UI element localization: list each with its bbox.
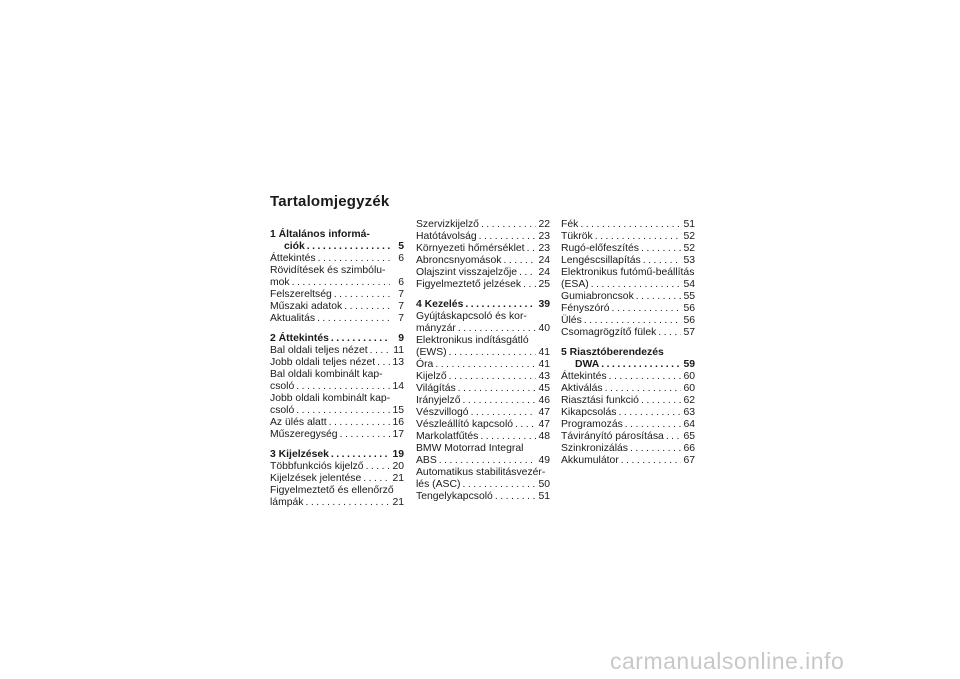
toc-entry-title: mok <box>270 277 290 288</box>
toc-page-number: 25 <box>538 279 550 290</box>
toc-entry[interactable] <box>561 291 695 303</box>
toc-page-number: 11 <box>393 345 404 356</box>
toc-entry[interactable] <box>270 345 404 357</box>
toc-entry-title: Lengéscsillapítás <box>561 255 641 266</box>
toc-entry-title: Fényszóró <box>561 303 610 314</box>
leader-dots <box>292 277 390 289</box>
toc-entry-title-line: Jobb oldali kombinált kap- <box>270 393 391 404</box>
toc-entry-title: Kijelzések jelentése <box>270 473 362 484</box>
toc-page-number: 50 <box>538 479 550 490</box>
toc-entry[interactable] <box>416 255 550 267</box>
toc-entry[interactable] <box>561 395 695 407</box>
toc-page-number: 57 <box>683 327 695 338</box>
toc-page-number: 56 <box>683 315 695 326</box>
toc-entry[interactable] <box>270 393 404 417</box>
toc-entry-title: Világítás <box>416 383 456 394</box>
toc-page-number: 7 <box>398 301 404 312</box>
toc-entry-title: Szervizkijelző <box>416 219 479 230</box>
toc-entry[interactable] <box>561 431 695 443</box>
toc-entry-title: Az ülés alatt <box>270 417 327 428</box>
leader-dots <box>296 381 390 393</box>
toc-entry[interactable] <box>561 231 695 243</box>
toc-entry-title: (ESA) <box>561 279 589 290</box>
leader-dots <box>366 461 390 473</box>
toc-entry[interactable] <box>416 243 550 255</box>
toc-page-number: 39 <box>538 299 550 310</box>
leader-dots <box>612 303 681 315</box>
leader-dots <box>439 455 536 467</box>
toc-entry[interactable] <box>416 311 550 335</box>
toc-page-number: 16 <box>392 417 404 428</box>
toc-entry[interactable] <box>561 443 695 455</box>
toc-entry[interactable] <box>561 327 695 339</box>
toc-entry-title: Vészvillogó <box>416 407 469 418</box>
leader-dots <box>641 243 681 255</box>
leader-dots <box>527 243 536 255</box>
leader-dots <box>465 299 536 311</box>
toc-page-number: 17 <box>392 429 404 440</box>
leader-dots <box>370 345 390 357</box>
toc-page-number: 55 <box>683 291 695 302</box>
toc-entry-title: Markolatfűtés <box>416 431 479 442</box>
toc-column-2 <box>416 219 550 503</box>
toc-entry[interactable] <box>416 371 550 383</box>
toc-section-title: 4 Kezelés <box>416 299 464 310</box>
leader-dots <box>519 267 536 279</box>
leader-dots <box>458 323 536 335</box>
leader-dots <box>584 315 681 327</box>
toc-entry[interactable] <box>416 443 550 467</box>
leader-dots <box>296 405 390 417</box>
toc-page-number: 6 <box>398 277 404 288</box>
leader-dots <box>462 395 536 407</box>
toc-entry[interactable] <box>270 417 404 429</box>
toc-entry-title: Szinkronizálás <box>561 443 628 454</box>
watermark: carmanualsonline.info <box>610 648 845 674</box>
toc-page-number: 23 <box>538 231 550 242</box>
leader-dots <box>363 473 390 485</box>
toc-entry-title: Programozás <box>561 419 623 430</box>
leader-dots <box>643 255 681 267</box>
leader-dots <box>591 279 681 291</box>
toc-entry-title: Kikapcsolás <box>561 407 617 418</box>
toc-entry-title: Bal oldali teljes nézet <box>270 345 368 356</box>
toc-entry-title: Műszeregység <box>270 429 338 440</box>
toc-entry-title-line: Gyújtáskapcsoló és kor- <box>416 311 527 322</box>
toc-entry-title: Vészleállító kapcsoló <box>416 419 514 430</box>
leader-dots <box>658 327 681 339</box>
toc-entry[interactable] <box>561 219 695 231</box>
toc-section-4[interactable] <box>416 299 550 311</box>
toc-section-title: DWA <box>575 359 600 370</box>
toc-entry-title: Riasztási funkció <box>561 395 639 406</box>
leader-dots <box>318 253 390 265</box>
toc-entry-title: Aktiválás <box>561 383 603 394</box>
page-title: Tartalomjegyzék <box>270 193 390 210</box>
toc-section-title-line: 1 Általános informá- <box>270 229 370 240</box>
toc-page-number: 65 <box>683 431 695 442</box>
toc-page-number: 49 <box>538 455 550 466</box>
toc-entry[interactable] <box>561 419 695 431</box>
leader-dots <box>306 497 391 509</box>
toc-entry[interactable] <box>416 431 550 443</box>
toc-column-1 <box>270 229 404 509</box>
toc-entry-title: Rugó-előfeszítés <box>561 243 639 254</box>
toc-entry[interactable] <box>561 303 695 315</box>
toc-entry-title: Figyelmeztető jelzések <box>416 279 522 290</box>
toc-entry-title: Ülés <box>561 315 582 326</box>
toc-page-number: 41 <box>538 359 550 370</box>
leader-dots <box>377 357 390 369</box>
toc-page-number: 14 <box>392 381 404 392</box>
toc-page-number: 53 <box>683 255 695 266</box>
toc-entry-title-line: Figyelmeztető és ellenőrző <box>270 485 394 496</box>
toc-page-number: 20 <box>392 461 404 472</box>
toc-entry[interactable] <box>270 313 404 325</box>
toc-page-number: 19 <box>392 449 404 460</box>
leader-dots <box>618 407 681 419</box>
leader-dots <box>580 219 681 231</box>
toc-entry-title: csoló <box>270 405 295 416</box>
toc-section-2[interactable] <box>270 333 404 345</box>
leader-dots <box>605 383 681 395</box>
toc-page-number: 21 <box>392 497 404 508</box>
toc-page-number: 60 <box>683 383 695 394</box>
toc-entry[interactable] <box>416 267 550 279</box>
leader-dots <box>344 301 390 313</box>
toc-entry[interactable] <box>416 467 550 491</box>
toc-entry[interactable] <box>416 219 550 231</box>
toc-entry[interactable] <box>561 243 695 255</box>
leader-dots <box>495 491 536 503</box>
toc-entry[interactable] <box>270 485 404 509</box>
toc-page-number: 7 <box>398 289 404 300</box>
leader-dots <box>621 455 681 467</box>
leader-dots <box>471 407 536 419</box>
leader-dots <box>449 347 536 359</box>
toc-entry[interactable] <box>416 231 550 243</box>
toc-page-number: 9 <box>398 333 404 344</box>
toc-entry-title: Irányjelző <box>416 395 461 406</box>
leader-dots <box>609 371 681 383</box>
toc-section-title: 3 Kijelzések <box>270 449 329 460</box>
toc-page-number: 54 <box>683 279 695 290</box>
toc-entry-title: Többfunkciós kijelző <box>270 461 364 472</box>
toc-page-number: 24 <box>538 267 550 278</box>
toc-page-number: 59 <box>683 359 695 370</box>
toc-entry[interactable] <box>561 315 695 327</box>
toc-section-title-line: 5 Riasztóberendezés <box>561 347 664 358</box>
toc-entry-title: Abroncsnyomások <box>416 255 502 266</box>
toc-page-number: 46 <box>538 395 550 406</box>
toc-page-number: 66 <box>683 443 695 454</box>
leader-dots <box>625 419 681 431</box>
toc-page-number: 56 <box>683 303 695 314</box>
toc-entry[interactable] <box>416 407 550 419</box>
toc-column-3 <box>561 219 695 467</box>
toc-entry-title: Tengelykapcsoló <box>416 491 493 502</box>
toc-entry-title: Óra <box>416 359 434 370</box>
toc-entry[interactable] <box>561 455 695 467</box>
leader-dots <box>481 219 536 231</box>
toc-section-title: ciók <box>284 241 305 252</box>
toc-entry[interactable] <box>270 289 404 301</box>
toc-page-number: 47 <box>538 407 550 418</box>
toc-page-number: 62 <box>683 395 695 406</box>
toc-entry-title-line: Elektronikus futómű-beállítás <box>561 267 695 278</box>
toc-entry-title: Csomagrögzítő fülek <box>561 327 657 338</box>
toc-entry[interactable] <box>270 301 404 313</box>
leader-dots <box>317 313 390 325</box>
toc-entry-title: Felszereltség <box>270 289 332 300</box>
toc-entry[interactable] <box>416 419 550 431</box>
toc-entry[interactable] <box>416 491 550 503</box>
toc-page-number: 24 <box>538 255 550 266</box>
toc-entry[interactable] <box>561 383 695 395</box>
toc-entry[interactable] <box>561 371 695 383</box>
toc-entry-title-line: Bal oldali kombinált kap- <box>270 369 383 380</box>
toc-entry[interactable] <box>270 369 404 393</box>
toc-entry-title: Környezeti hőmérséklet <box>416 243 525 254</box>
leader-dots <box>479 231 536 243</box>
toc-entry-title-line: BMW Motorrad Integral <box>416 443 524 454</box>
toc-page-number: 47 <box>538 419 550 430</box>
toc-entry[interactable] <box>416 335 550 359</box>
toc-page-number: 7 <box>398 313 404 324</box>
leader-dots <box>331 333 390 345</box>
toc-entry-title: Távirányító párosítása <box>561 431 664 442</box>
toc-entry-title: lés (ASC) <box>416 479 461 490</box>
leader-dots <box>435 359 536 371</box>
toc-section-3[interactable] <box>270 449 404 461</box>
toc-page-number: 41 <box>538 347 550 358</box>
toc-entry-title: ABS <box>416 455 437 466</box>
toc-page-number: 15 <box>392 405 404 416</box>
toc-page-number: 13 <box>392 357 404 368</box>
toc-entry-title-line: Automatikus stabilitásvezér- <box>416 467 546 478</box>
toc-page-number: 23 <box>538 243 550 254</box>
leader-dots <box>641 395 681 407</box>
toc-entry[interactable] <box>270 253 404 265</box>
toc-entry-title: mányzár <box>416 323 456 334</box>
leader-dots <box>307 241 390 253</box>
toc-entry-title: (EWS) <box>416 347 447 358</box>
toc-section-5[interactable] <box>561 347 695 371</box>
leader-dots <box>449 371 536 383</box>
toc-page-number: 6 <box>398 253 404 264</box>
leader-dots <box>515 419 536 431</box>
toc-page-number: 22 <box>538 219 550 230</box>
toc-page-number: 52 <box>683 243 695 254</box>
toc-entry-title: Akkumulátor <box>561 455 619 466</box>
toc-entry-title: Áttekintés <box>561 371 607 382</box>
toc-page-number: 60 <box>683 371 695 382</box>
toc-entry-title: Tükrök <box>561 231 593 242</box>
toc-page-number: 51 <box>683 219 695 230</box>
toc-page-number: 52 <box>683 231 695 242</box>
toc-page-number: 51 <box>538 491 550 502</box>
toc-section-1[interactable] <box>270 229 404 253</box>
leader-dots <box>334 289 390 301</box>
toc-entry-title: Fék <box>561 219 579 230</box>
toc-entry[interactable] <box>416 279 550 291</box>
toc-entry-title: Jobb oldali teljes nézet <box>270 357 376 368</box>
toc-entry[interactable] <box>270 461 404 473</box>
toc-entry-title: Kijelző <box>416 371 447 382</box>
toc-page-number: 40 <box>538 323 550 334</box>
toc-page-number: 45 <box>538 383 550 394</box>
toc-entry[interactable] <box>270 429 404 441</box>
toc-entry-title: Műszaki adatok <box>270 301 343 312</box>
leader-dots <box>340 429 390 441</box>
toc-entry-title-line: Elektronikus indításgátló <box>416 335 529 346</box>
toc-entry[interactable] <box>270 473 404 485</box>
toc-page-number: 67 <box>683 455 695 466</box>
leader-dots <box>458 383 536 395</box>
leader-dots <box>630 443 681 455</box>
toc-page-number: 64 <box>683 419 695 430</box>
leader-dots <box>595 231 681 243</box>
toc-entry[interactable] <box>270 265 404 289</box>
leader-dots <box>636 291 681 303</box>
toc-entry[interactable] <box>416 383 550 395</box>
toc-entry-title-line: Rövidítések és szimbólu- <box>270 265 386 276</box>
toc-entry[interactable] <box>416 395 550 407</box>
leader-dots <box>523 279 536 291</box>
toc-section-title: 2 Áttekintés <box>270 333 329 344</box>
leader-dots <box>331 449 390 461</box>
toc-entry-title: Hatótávolság <box>416 231 477 242</box>
toc-entry-title: Aktualitás <box>270 313 316 324</box>
toc-entry[interactable] <box>561 267 695 291</box>
toc-page-number: 63 <box>683 407 695 418</box>
toc-entry[interactable] <box>561 407 695 419</box>
toc-page-number: 5 <box>398 241 404 252</box>
toc-entry-title: lámpák <box>270 497 304 508</box>
toc-entry[interactable] <box>416 359 550 371</box>
toc-entry[interactable] <box>561 255 695 267</box>
toc-page-number: 43 <box>538 371 550 382</box>
leader-dots <box>462 479 536 491</box>
toc-page-number: 21 <box>392 473 404 484</box>
toc-entry-title: Olajszint visszajelzője <box>416 267 518 278</box>
toc-page-number: 48 <box>538 431 550 442</box>
toc-entry[interactable] <box>270 357 404 369</box>
leader-dots <box>329 417 390 429</box>
leader-dots <box>601 359 681 371</box>
toc-entry-title: Áttekintés <box>270 253 316 264</box>
leader-dots <box>666 431 681 443</box>
leader-dots <box>503 255 536 267</box>
toc-entry-title: Gumiabroncsok <box>561 291 634 302</box>
leader-dots <box>480 431 536 443</box>
toc-entry-title: csoló <box>270 381 295 392</box>
